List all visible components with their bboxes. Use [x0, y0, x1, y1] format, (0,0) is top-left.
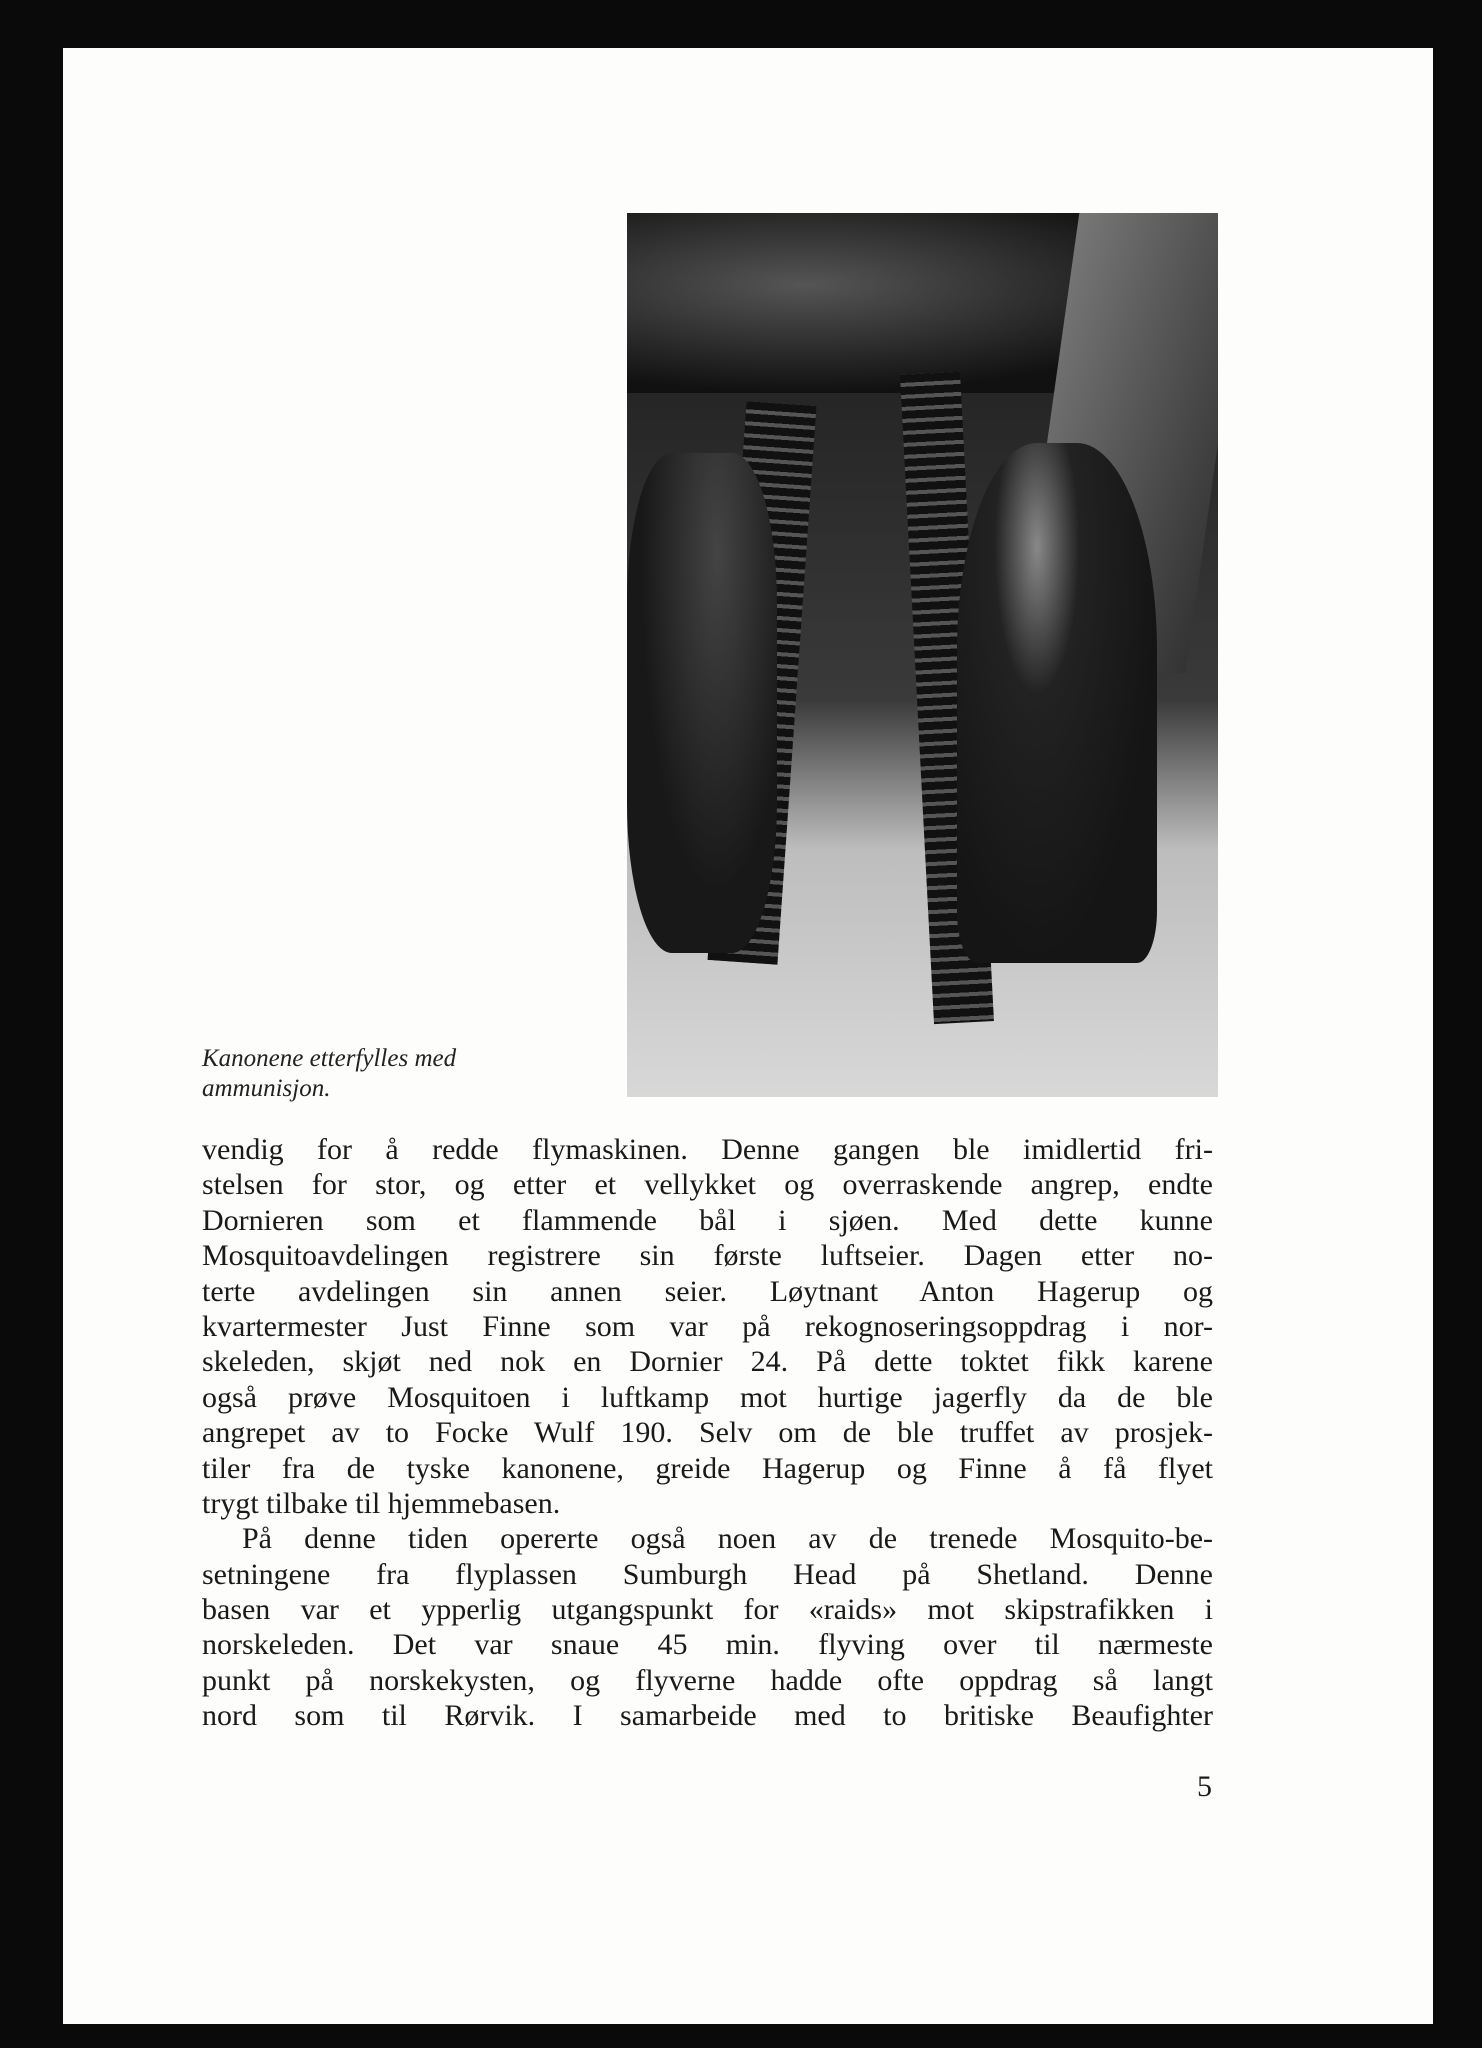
mechanic-left — [627, 453, 777, 953]
text-line: trygt tilbake til hjemmebasen. — [202, 1486, 561, 1520]
photo-caption — [202, 1044, 456, 1104]
mechanic-right — [957, 443, 1157, 963]
photo-mechanics-loading-ammunition — [627, 213, 1218, 1097]
text-line: kvartermester Just Finne som var på rekognoseringsoppdrag i nor- — [202, 1309, 1213, 1343]
text-line: skeleden, skjøt ned nok en Dornier 24. På dette toktet fikk karene — [202, 1345, 1213, 1379]
text-line: Mosquitoavdelingen registrere sin første luftseier. Dagen etter no- — [202, 1239, 1213, 1273]
text-line: vendig for å redde flymaskinen. Denne gangen ble imidlertid fri- — [202, 1133, 1213, 1166]
page-number: 5 — [1197, 1770, 1212, 1803]
text-line: terte avdelingen sin annen seier. Løytnant Anton Hagerup og — [202, 1274, 1213, 1308]
text-line: norskeleden. Det var snaue 45 min. flyving over til nærmeste — [202, 1628, 1213, 1662]
body-text — [202, 1132, 1213, 1734]
paragraph-2 — [202, 1521, 1213, 1733]
text-line: også prøve Mosquitoen i luftkamp mot hurtige jagerfly da de ble — [202, 1380, 1213, 1414]
text-line: Dornieren som et flammende bål i sjøen. Med dette kunne — [202, 1203, 1213, 1237]
text-line: basen var et ypperlig utgangspunkt for «raids» mot skipstrafikken i — [202, 1593, 1213, 1627]
text-line: punkt på norskekysten, og flyverne hadde ofte oppdrag så langt — [202, 1663, 1213, 1697]
caption-line: Kanonene etterfylles med — [202, 1045, 457, 1072]
text-line: nord som til Rørvik. I samarbeide med to britiske Beaufighter — [202, 1699, 1213, 1733]
text-line: angrepet av to Focke Wulf 190. Selv om de ble truffet av prosjek- — [202, 1416, 1213, 1450]
paragraph-1 — [202, 1132, 1213, 1521]
caption-line: ammunisjon. — [202, 1075, 331, 1102]
text-line: tiler fra de tyske kanonene, greide Hagerup og Finne å få flyet — [202, 1451, 1213, 1485]
text-line: stelsen for stor, og etter et vellykket og overraskende angrep, endte — [202, 1168, 1213, 1202]
text-line: På denne tiden opererte også noen av de trenede Mosquito-be- — [242, 1522, 1213, 1556]
text-line: setningene fra flyplassen Sumburgh Head på Shetland. Denne — [202, 1557, 1213, 1591]
